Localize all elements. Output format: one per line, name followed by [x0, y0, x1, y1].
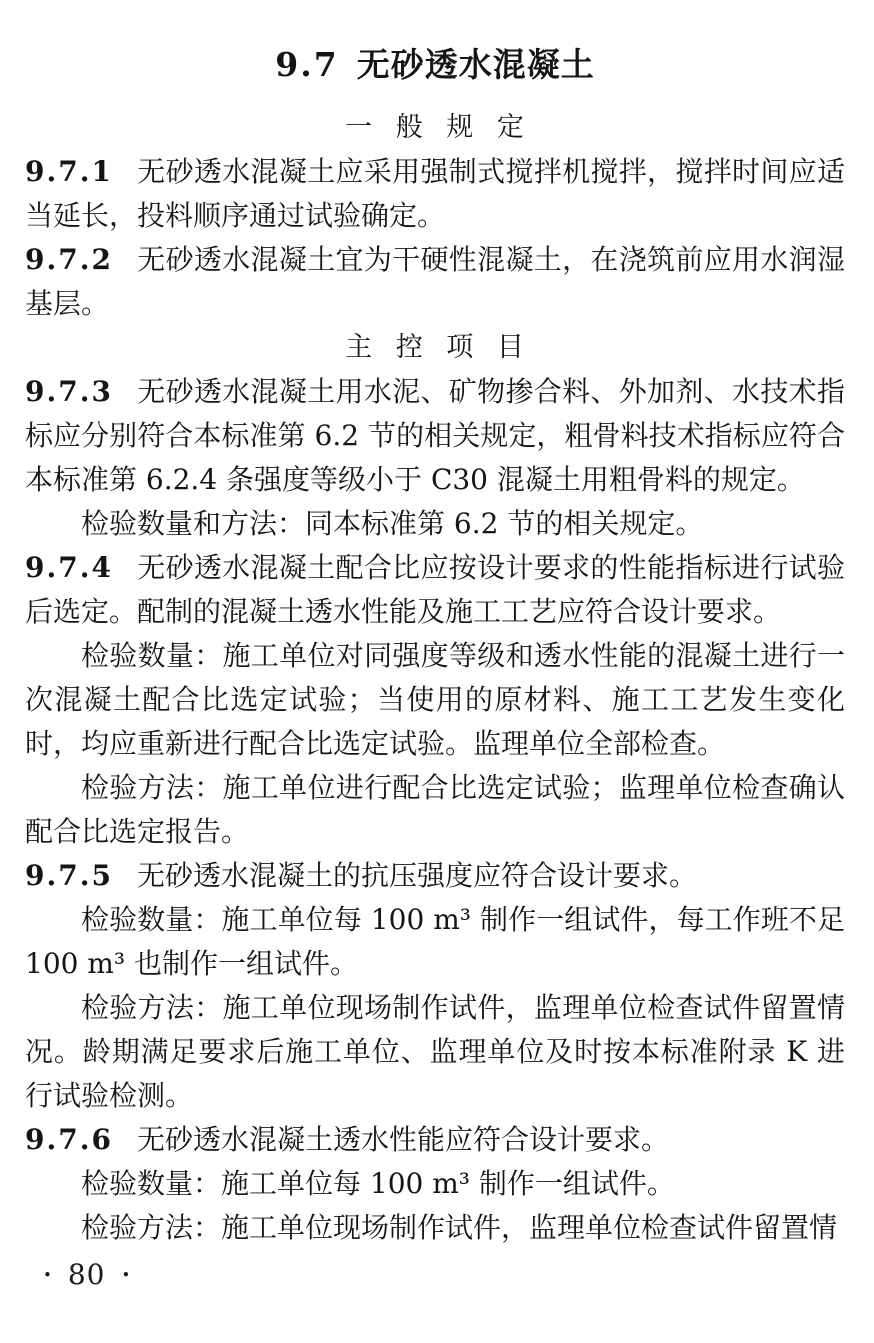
clause-9-7-5 — [25, 854, 845, 898]
inspection-method-9-7-4: 检验方法：施工单位进行配合比选定试验；监理单位检查确认配合比选定报告。 — [25, 771, 845, 848]
subheading-main-control-items: 主 控 项 目 — [345, 332, 525, 363]
section-title — [25, 44, 845, 86]
clause-number-9-7-4: 9.7.4 — [25, 551, 113, 584]
inspection-method-9-7-6-truncated: 检验方法：施工单位现场制作试件，监理单位检查试件留置情 — [81, 1211, 838, 1244]
clause-text: 无砂透水混凝土透水性能应符合设计要求。 — [136, 1123, 669, 1156]
clause-number-9-7-2: 9.7.2 — [25, 243, 113, 276]
page-number: 80 — [67, 1258, 106, 1291]
inspection-method-9-7-5: 检验方法：施工单位现场制作试件，监理单位检查试件留置情况。龄期满足要求后施工单位、监理单位及时按本标准附录 K 进行试验检测。 — [25, 991, 845, 1112]
footer-left-bullet-icon: • — [43, 1265, 52, 1284]
inspection-quantity-9-7-4: 检验数量：施工单位对同强度等级和透水性能的混凝土进行一次混凝土配合比选定试验；当使用的原材料、施工工艺发生变化时，均应重新进行配合比选定试验。监理单位全部检查。 — [25, 639, 845, 760]
footer-right-bullet-icon: • — [121, 1265, 131, 1284]
inspection-quantity-9-7-6: 检验数量：施工单位每 100 m³ 制作一组试件。 — [81, 1167, 675, 1200]
clause-number-9-7-1: 9.7.1 — [25, 155, 113, 188]
clause-9-7-4 — [25, 546, 845, 634]
section-number: 9.7 — [275, 45, 339, 84]
clause-9-7-6 — [25, 1118, 845, 1162]
clause-text: 无砂透水混凝土配合比应按设计要求的性能指标进行试验后选定。配制的混凝土透水性能及施工工艺应符合设计要求。 — [25, 551, 845, 628]
clause-text: 无砂透水混凝土宜为干硬性混凝土，在浇筑前应用水润湿基层。 — [25, 243, 845, 320]
clause-9-7-2 — [25, 238, 845, 326]
clause-9-7-3 — [25, 370, 845, 502]
clause-text: 无砂透水混凝土用水泥、矿物掺合料、外加剂、水技术指标应分别符合本标准第 6.2 节的相关规定，粗骨料技术指标应符合本标准第 6.2.4 条强度等级小于 C30 混凝土用粗骨料的规定。 — [25, 375, 845, 496]
inspection-quantity-9-7-5: 检验数量：施工单位每 100 m³ 制作一组试件，每工作班不足 100 m³ 也制作一组试件。 — [25, 903, 845, 980]
subheading-general-provisions: 一 般 规 定 — [345, 112, 525, 143]
page-footer — [25, 1258, 845, 1291]
inspection-quantity-method-9-7-3: 检验数量和方法：同本标准第 6.2 节的相关规定。 — [81, 507, 704, 540]
clause-text: 无砂透水混凝土的抗压强度应符合设计要求。 — [136, 859, 697, 892]
clause-number-9-7-3: 9.7.3 — [25, 375, 113, 408]
clause-number-9-7-5: 9.7.5 — [25, 859, 113, 892]
clause-number-9-7-6: 9.7.6 — [25, 1123, 113, 1156]
clause-text: 无砂透水混凝土应采用强制式搅拌机搅拌，搅拌时间应适当延长，投料顺序通过试验确定。 — [25, 155, 845, 232]
clause-9-7-1 — [25, 150, 845, 238]
section-title-text: 无砂透水混凝土 — [356, 45, 595, 84]
